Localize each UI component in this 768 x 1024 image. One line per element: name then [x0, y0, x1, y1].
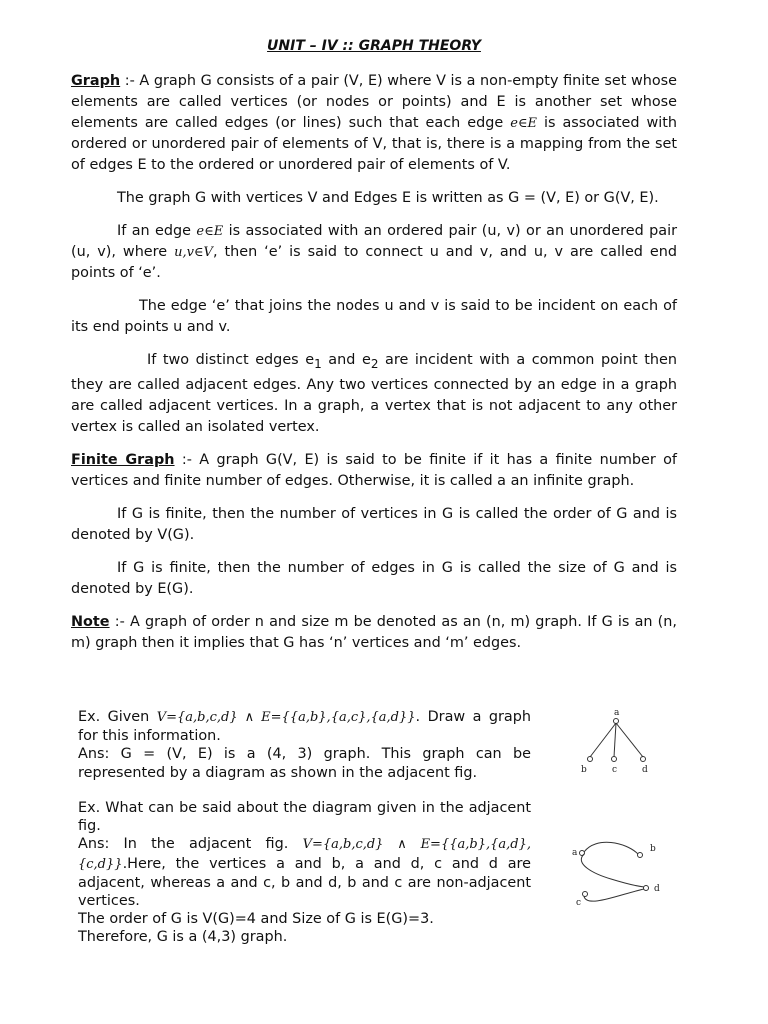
graph-vertex	[588, 757, 593, 762]
graph-vertex	[644, 886, 649, 891]
graph-edge	[614, 723, 616, 757]
graph-vertex	[641, 757, 646, 762]
paragraph-adjacent: If two distinct edges $e_1$ and $e_2$ are incident with a common point then they are called adjacent edges. Any two vertices connected by an edge in a graph are called adjacent vertices. In a graph, a vertex that is not adjacent to any other vertex is called an isolated vertex.	[71, 352, 677, 435]
graph-edge	[581, 854, 644, 887]
term-finite-graph: Finite Graph	[71, 451, 175, 468]
math-expression: e∈E	[196, 224, 224, 239]
math-expression: V={a,b,c,d} ∧ E={{a,b},{a,c},{a,d}}	[156, 710, 416, 725]
example-2-question: Ex. What can be said about the diagram given in the adjacent fig.	[78, 800, 531, 835]
paragraph-incident: The edge ‘e’ that joins the nodes u and v is said to be incident on each of its end points u and v.	[71, 298, 677, 335]
graph-edge	[590, 723, 616, 757]
vertex-label: b	[581, 765, 587, 775]
graph-vertex	[612, 757, 617, 762]
graph-vertex	[638, 853, 643, 858]
vertex-label: d	[642, 765, 648, 775]
page-body	[71, 36, 677, 666]
vertex-label: b	[650, 844, 656, 854]
graph-figure-2	[566, 834, 676, 908]
page-title: UNIT – IV :: GRAPH THEORY	[267, 38, 481, 54]
example-2	[78, 799, 531, 947]
vertex-label: d	[654, 884, 660, 894]
example-2-answer: Ans: In the adjacent fig. V={a,b,c,d} ∧ E={{a,b},{a,d},{c,d}}.Here, the vertices a and b, a and d, c and d are adjacent, whereas a and c, b and d, b and c are non-adjacent vertices.	[78, 836, 531, 910]
note-paragraph: Note :- A graph of order n and size m be denoted as an (n, m) graph. If G is an (n, m) graph then it implies that G has ‘n’ vertices and ‘m’ edges.	[71, 613, 677, 651]
vertex-label: a	[614, 708, 620, 718]
vertex-label: c	[576, 898, 582, 908]
graph-edge	[584, 889, 644, 901]
math-expression: u,v∈V	[174, 245, 213, 260]
graph-vertex	[580, 851, 585, 856]
graph-figure-1	[570, 706, 670, 778]
graph-edge	[616, 723, 643, 757]
example-1	[78, 708, 531, 782]
math-expression: e∈E	[510, 116, 537, 131]
graph-vertex	[614, 719, 619, 724]
example-1-answer: Ans: G = (V, E) is a (4, 3) graph. This graph can be represented by a diagram as shown in the adjacent fig.	[78, 746, 531, 781]
paragraph-written: The graph G with vertices V and Edges E is written as G = (V, E) or G(V, E).	[117, 190, 659, 206]
graph-vertex	[583, 892, 588, 897]
term-note: Note	[71, 613, 110, 630]
graph-edge	[584, 842, 638, 854]
math-expression: V={a,b,c,d} ∧ E={{a,b},{a,d},{c,d}}	[78, 837, 531, 872]
finite-graph-definition: Finite Graph :- A graph G(V, E) is said to be finite if it has a finite number of vertices and finite number of edges. Otherwise, it is called a an infinite graph.	[71, 451, 677, 489]
example-2-order-size: The order of G is V(G)=4 and Size of G is E(G)=3.	[78, 911, 434, 928]
vertex-label: c	[612, 765, 618, 775]
example-1-question: Ex. Given V={a,b,c,d} ∧ E={{a,b},{a,c},{a,d}}. Draw a graph for this information.	[78, 709, 531, 745]
example-2-conclusion: Therefore, G is a (4,3) graph.	[78, 929, 288, 946]
vertex-label: a	[572, 848, 578, 858]
term-graph: Graph	[71, 73, 121, 89]
graph-definition: Graph :- A graph G consists of a pair (V, E) where V is a non-empty finite set whose elements are called vertices (or nodes or points) and E is another set whose elements are called edges (or lines) such that each edge e∈E is associated with ordered or unordered pair of elements of V, that is, there is a mapping from the set of edges E to the ordered or unordered pair of elements of V.	[71, 73, 677, 173]
paragraph-order: If G is finite, then the number of vertices in G is called the order of G and is denoted by V(G).	[71, 505, 677, 543]
paragraph-size: If G is finite, then the number of edges in G is called the size of G and is denoted by E(G).	[71, 559, 677, 597]
paragraph-edge: If an edge e∈E is associated with an ordered pair (u, v) or an unordered pair (u, v), where u,v∈V, then ‘e’ is said to connect u and v, and u, v are called end points of ‘e’.	[71, 223, 677, 281]
